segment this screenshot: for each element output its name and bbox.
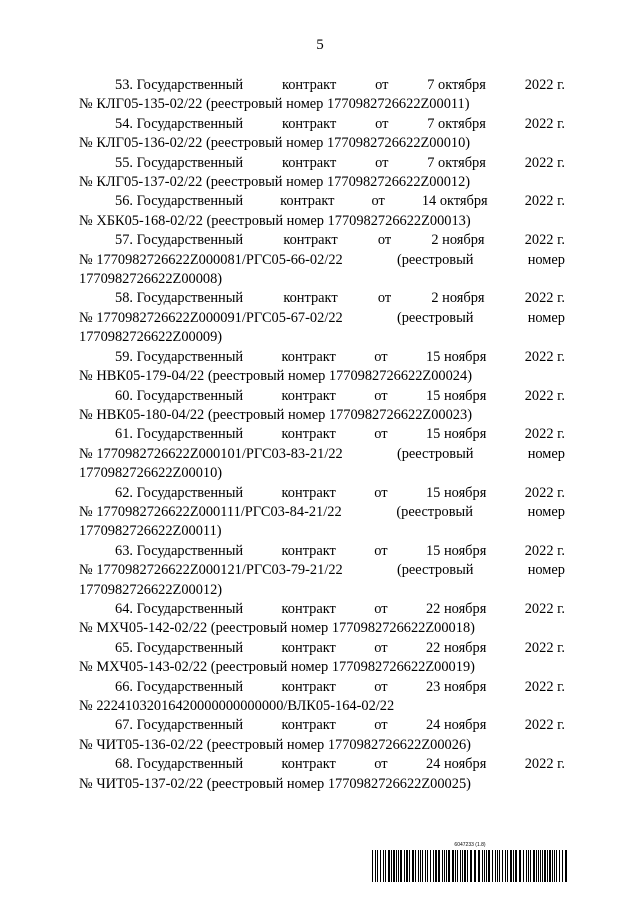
contract-item-detail-line: [79, 503, 565, 522]
barcode-image: [372, 850, 568, 882]
barcode-bar: [380, 850, 381, 882]
barcode-bar: [507, 850, 508, 882]
contract-text-fragment: номер: [527, 445, 565, 462]
contract-text-fragment: контракт: [281, 678, 336, 695]
contract-text-fragment: 7 октября: [427, 115, 486, 132]
barcode-bar: [495, 850, 496, 882]
contract-text-fragment: № КЛГ05-135-02/22 (реестровый номер 1770982726622Z00011): [79, 96, 470, 113]
barcode-bar: [542, 850, 543, 882]
contract-item-detail-line: [79, 736, 565, 755]
contract-text-fragment: 53. Государственный: [115, 77, 244, 93]
barcode-bar: [533, 850, 535, 882]
contract-text-fragment: № 1770982726622Z000101/РГС03-83-21/22: [79, 445, 343, 462]
contract-text-fragment: 2022 г.: [524, 387, 565, 404]
contract-text-fragment: 59. Государственный: [115, 348, 244, 365]
contract-item-heading-line: [79, 289, 565, 308]
barcode-bar: [404, 850, 405, 882]
contract-item-heading-line: [79, 115, 565, 134]
contract-text-fragment: 24 ноября: [425, 756, 487, 773]
barcode-bar: [556, 850, 557, 882]
barcode-bar: [510, 850, 512, 882]
contract-text-fragment: 2022 г.: [524, 600, 565, 617]
contract-item-detail-line: [79, 95, 565, 114]
contract-text-fragment: № 1770982726622Z000121/РГС03-79-21/22: [79, 562, 343, 579]
barcode-bar: [528, 850, 529, 882]
contract-text-fragment: 2022 г.: [524, 193, 565, 210]
barcode-bar: [457, 850, 458, 882]
contract-text-fragment: контракт: [283, 232, 338, 249]
contract-text-fragment: от: [374, 678, 388, 695]
contract-item-detail-line: [79, 367, 565, 386]
contract-text-fragment: № 1770982726622Z000091/РГС05-67-02/22: [79, 309, 343, 326]
contract-item-heading-line: [79, 716, 565, 735]
contract-text-fragment: № ХБК05-168-02/22 (реестровый номер 1770982726622Z00013): [79, 212, 471, 229]
barcode-bar: [400, 850, 402, 882]
barcode-bar: [505, 850, 506, 882]
contract-text-fragment: 2022 г.: [524, 115, 565, 132]
barcode-bar: [438, 850, 440, 882]
barcode-bar: [460, 850, 461, 882]
contract-item-detail-line: [79, 775, 565, 794]
barcode-bar: [554, 850, 555, 882]
contract-text-fragment: 2022 г.: [524, 717, 565, 734]
page-number: 5: [316, 37, 324, 53]
barcode-bar: [562, 850, 563, 882]
barcode-bar: [425, 850, 426, 882]
contract-text-fragment: от: [374, 387, 388, 404]
contract-text-fragment: № ЧИТ05-137-02/22 (реестровый номер 1770982726622Z00025): [79, 775, 471, 792]
barcode-bar: [497, 850, 498, 882]
barcode-bar: [544, 850, 546, 882]
barcode-bar: [502, 850, 503, 882]
contract-text-fragment: (реестровый: [396, 445, 474, 462]
barcode-bar: [565, 850, 567, 882]
contract-item-detail-line: [79, 251, 565, 270]
barcode-bar: [492, 850, 493, 882]
barcode-bar: [398, 850, 399, 882]
contract-item: [79, 755, 565, 794]
contract-text-fragment: № 1770982726622Z000111/РГС03-84-21/22: [79, 503, 342, 520]
contract-text-fragment: 2022 г.: [524, 484, 565, 501]
contract-item: [79, 387, 565, 426]
barcode-bar: [388, 850, 390, 882]
barcode-bar: [372, 850, 373, 882]
barcode-bar: [547, 850, 548, 882]
barcode-bar: [446, 850, 447, 882]
barcode-bar: [488, 850, 490, 882]
barcode-bar: [549, 850, 551, 882]
contract-text-fragment: 66. Государственный: [115, 678, 244, 695]
barcode-bar: [559, 850, 560, 882]
contract-text-fragment: от: [371, 193, 385, 210]
contract-item-heading-line: [79, 600, 565, 619]
contract-item: [79, 678, 565, 717]
contract-item: [79, 600, 565, 639]
contract-item: [79, 231, 565, 289]
contract-text-fragment: контракт: [281, 717, 336, 734]
contract-text-fragment: (реестровый: [396, 251, 474, 268]
barcode-bar: [519, 850, 521, 882]
contract-text-fragment: 15 ноября: [425, 542, 487, 559]
contract-item: [79, 154, 565, 193]
contract-item-detail-line: [79, 406, 565, 425]
contract-item-heading-line: [79, 678, 565, 697]
contract-text-fragment: 56. Государственный: [115, 193, 244, 210]
contract-text-fragment: (реестровый: [396, 503, 473, 520]
barcode-bar: [474, 850, 476, 882]
contract-text-fragment: контракт: [281, 115, 337, 132]
contract-item: [79, 289, 565, 347]
contract-text-fragment: от: [374, 756, 388, 773]
contract-text-fragment: 67. Государственный: [115, 717, 244, 734]
contract-text-fragment: 54. Государственный: [115, 115, 244, 132]
barcode-bar: [526, 850, 527, 882]
barcode-bar: [538, 850, 539, 882]
barcode-bar: [422, 850, 423, 882]
contract-text-fragment: контракт: [281, 426, 336, 443]
contract-item-heading-line: [79, 387, 565, 406]
contract-text-fragment: 2 ноября: [431, 290, 485, 307]
barcode-bar: [433, 850, 434, 882]
contract-text-fragment: от: [375, 77, 389, 93]
barcode-bar: [391, 850, 392, 882]
barcode-bar: [406, 850, 408, 882]
contract-text-fragment: 7 октября: [427, 77, 486, 93]
barcode-bar: [444, 850, 445, 882]
contract-text-fragment: № 22241032016420000000000000/ВЛК05-164-02/22: [79, 698, 395, 714]
contract-text-fragment: 1770982726622Z00008): [79, 271, 223, 288]
contract-item-detail-line: [79, 134, 565, 153]
contract-text-fragment: от: [377, 232, 392, 249]
contract-text-fragment: 24 ноября: [425, 717, 487, 734]
contract-text-fragment: 2022 г.: [524, 639, 565, 656]
contract-text-fragment: 2022 г.: [524, 426, 565, 443]
contract-text-fragment: контракт: [281, 484, 336, 501]
barcode-bar: [478, 850, 480, 882]
contract-text-fragment: 61. Государственный: [115, 426, 244, 443]
contract-item-heading-line: [79, 192, 565, 211]
barcode-bar: [420, 850, 421, 882]
barcode-bar: [375, 850, 376, 882]
barcode-bar: [464, 850, 466, 882]
contract-text-fragment: № НВК05-180-04/22 (реестровый номер 1770982726622Z00023): [79, 406, 472, 423]
barcode-bar: [393, 850, 395, 882]
contract-item-detail-line: [79, 522, 565, 541]
contract-text-fragment: 2 ноября: [431, 232, 485, 249]
contract-text-fragment: № ЧИТ05-136-02/22 (реестровый номер 1770982726622Z00026): [79, 736, 471, 753]
contract-text-fragment: 60. Государственный: [115, 387, 244, 404]
contract-text-fragment: 2022 г.: [524, 290, 565, 307]
contract-text-fragment: контракт: [281, 542, 336, 559]
contract-item: [79, 76, 565, 115]
contract-item-heading-line: [79, 348, 565, 367]
barcode-bar: [462, 850, 463, 882]
contract-text-fragment: 15 ноября: [425, 348, 487, 365]
barcode-bar: [530, 850, 531, 882]
contract-text-fragment: от: [375, 154, 389, 171]
barcode-bar: [430, 850, 431, 882]
contract-text-fragment: номер: [527, 562, 565, 579]
contract-text-fragment: от: [374, 348, 388, 365]
contract-text-fragment: 2022 г.: [524, 348, 565, 365]
contract-item-detail-line: [79, 581, 565, 600]
contract-text-fragment: 63. Государственный: [115, 542, 244, 559]
contract-text-fragment: 64. Государственный: [115, 600, 244, 617]
contract-text-fragment: номер: [527, 251, 565, 268]
contract-text-fragment: (реестровый: [396, 562, 474, 579]
contract-item-heading-line: [79, 231, 565, 250]
contract-text-fragment: 14 октября: [421, 193, 488, 210]
barcode-bar: [409, 850, 410, 882]
barcode-bar: [484, 850, 485, 882]
barcode-bar: [442, 850, 443, 882]
contract-item-heading-line: [79, 484, 565, 503]
barcode-bar: [470, 850, 472, 882]
barcode-bar: [515, 850, 517, 882]
barcode-bar: [412, 850, 414, 882]
contract-text-fragment: от: [374, 484, 388, 501]
contract-item-detail-line: [79, 270, 565, 289]
barcode-bar: [523, 850, 524, 882]
contract-text-fragment: (реестровый: [396, 309, 474, 326]
contract-text-fragment: 65. Государственный: [115, 639, 244, 656]
contract-text-fragment: номер: [527, 503, 565, 520]
barcode-bar: [396, 850, 397, 882]
contract-item-detail-line: [79, 328, 565, 347]
contract-text-fragment: 2022 г.: [524, 678, 565, 695]
contract-text-fragment: от: [375, 115, 389, 132]
contract-text-fragment: от: [377, 290, 392, 307]
contract-text-fragment: от: [374, 600, 388, 617]
contract-text-fragment: 57. Государственный: [115, 232, 244, 249]
contract-text-fragment: 2022 г.: [524, 154, 565, 171]
contract-item-detail-line: [79, 658, 565, 677]
barcode-block: [372, 842, 568, 884]
contract-item-detail-line: [79, 619, 565, 638]
barcode-bar: [499, 850, 500, 882]
contract-text-fragment: контракт: [281, 77, 337, 93]
barcode-bar: [552, 850, 553, 882]
barcode-bar: [467, 850, 468, 882]
contract-text-fragment: № 1770982726622Z000081/РГС05-66-02/22: [79, 251, 343, 268]
contract-item-heading-line: [79, 76, 565, 95]
contract-item: [79, 639, 565, 678]
contract-text-fragment: контракт: [283, 290, 338, 307]
contract-item: [79, 542, 565, 600]
contract-item-detail-line: [79, 212, 565, 231]
contract-text-fragment: № НВК05-179-04/22 (реестровый номер 1770982726622Z00024): [79, 368, 472, 385]
contract-item-heading-line: [79, 425, 565, 444]
contract-item: [79, 484, 565, 542]
contract-text-fragment: 58. Государственный: [115, 290, 244, 307]
contract-item-heading-line: [79, 154, 565, 173]
contract-text-fragment: 1770982726622Z00009): [79, 329, 223, 346]
contract-text-fragment: от: [374, 717, 388, 734]
barcode-bar: [383, 850, 384, 882]
contract-text-fragment: 1770982726622Z00012): [79, 581, 223, 598]
barcode-caption: 6047233 (1.8): [454, 842, 486, 848]
contract-item-detail-line: [79, 173, 565, 192]
contract-item-heading-line: [79, 542, 565, 561]
contract-text-fragment: 2022 г.: [524, 542, 565, 559]
barcode-bar: [482, 850, 483, 882]
contract-text-fragment: № МХЧ05-142-02/22 (реестровый номер 1770982726622Z00018): [79, 620, 475, 637]
contract-text-fragment: 2022 г.: [524, 756, 565, 773]
contract-text-fragment: от: [374, 542, 388, 559]
contract-text-fragment: 7 октября: [427, 154, 486, 171]
barcode-bar: [385, 850, 386, 882]
contract-text-fragment: 1770982726622Z00010): [79, 465, 223, 482]
contract-text-fragment: контракт: [281, 387, 336, 404]
contract-text-fragment: 15 ноября: [425, 484, 487, 501]
contract-text-fragment: № МХЧ05-143-02/22 (реестровый номер 1770982726622Z00019): [79, 659, 475, 676]
contract-text-fragment: 1770982726622Z00011): [79, 523, 222, 540]
contract-item-heading-line: [79, 755, 565, 774]
contract-text-fragment: 2022 г.: [524, 77, 565, 93]
contract-text-fragment: 15 ноября: [425, 387, 487, 404]
contract-item: [79, 192, 565, 231]
contract-text-fragment: 62. Государственный: [115, 484, 244, 501]
contract-item-detail-line: [79, 697, 565, 716]
contract-text-fragment: контракт: [281, 348, 336, 365]
barcode-bar: [418, 850, 419, 882]
contract-text-fragment: контракт: [280, 193, 335, 210]
contract-item-detail-line: [79, 309, 565, 328]
contract-text-fragment: контракт: [281, 756, 336, 773]
contract-text-fragment: 2022 г.: [524, 232, 565, 249]
contract-item: [79, 348, 565, 387]
barcode-bar: [455, 850, 456, 882]
contract-item-heading-line: [79, 639, 565, 658]
contract-text-fragment: 23 ноября: [425, 678, 487, 695]
contract-text-fragment: 68. Государственный: [115, 756, 244, 773]
contract-item-detail-line: [79, 561, 565, 580]
barcode-bar: [415, 850, 416, 882]
contract-text-fragment: от: [374, 426, 388, 443]
barcode-bar: [513, 850, 514, 882]
contract-text-fragment: контракт: [281, 639, 336, 656]
contract-text-fragment: 55. Государственный: [115, 154, 244, 171]
barcode-bar: [540, 850, 541, 882]
contract-text-fragment: контракт: [281, 154, 337, 171]
contract-text-fragment: контракт: [281, 600, 336, 617]
contract-text-fragment: № КЛГ05-137-02/22 (реестровый номер 1770982726622Z00012): [79, 174, 471, 191]
barcode-bar: [536, 850, 537, 882]
contract-text-fragment: 15 ноября: [425, 426, 487, 443]
contract-text-fragment: № КЛГ05-136-02/22 (реестровый номер 1770982726622Z00010): [79, 135, 471, 152]
barcode-bar: [377, 850, 378, 882]
barcode-bar: [452, 850, 454, 882]
barcode-bar: [435, 850, 437, 882]
contract-text-fragment: от: [374, 639, 388, 656]
contract-item-detail-line: [79, 445, 565, 464]
barcode-bar: [486, 850, 487, 882]
barcode-bar: [448, 850, 450, 882]
contract-item: [79, 716, 565, 755]
contract-text-fragment: номер: [527, 309, 565, 326]
barcode-bar: [427, 850, 428, 882]
contract-text-fragment: 22 ноября: [425, 639, 487, 656]
contract-item: [79, 115, 565, 154]
contract-item: [79, 425, 565, 483]
contract-list: [79, 76, 565, 794]
contract-text-fragment: 22 ноября: [425, 600, 487, 617]
contract-item-detail-line: [79, 464, 565, 483]
